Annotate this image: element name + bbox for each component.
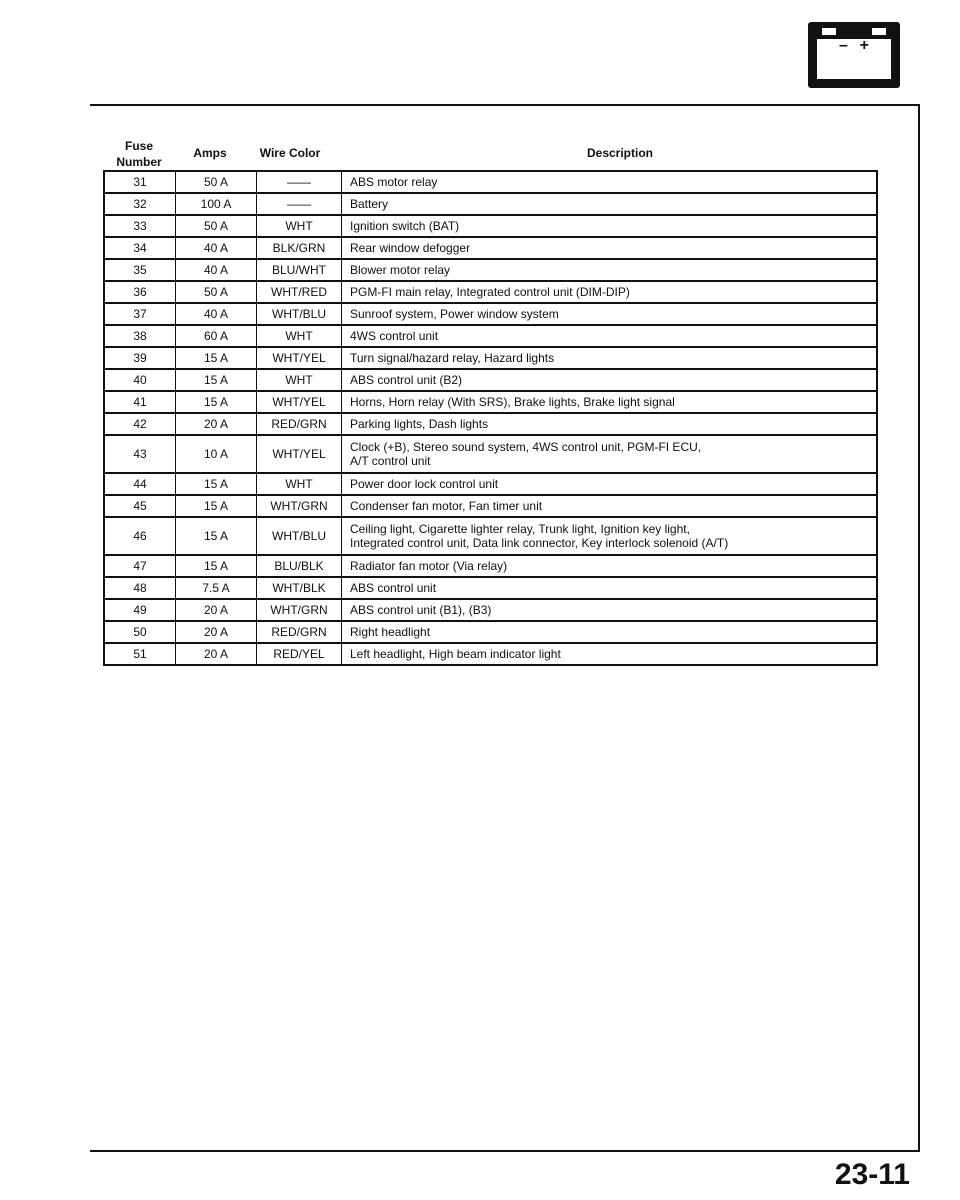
battery-terminal-right <box>872 28 886 35</box>
wire-color-cell: WHT/YEL <box>257 391 342 413</box>
battery-terminal-left <box>822 28 836 35</box>
wire-color-cell: RED/GRN <box>257 413 342 435</box>
amps-cell: 60 A <box>176 325 257 347</box>
description-cell: Battery <box>342 193 878 215</box>
amps-cell: 40 A <box>176 259 257 281</box>
battery-minus-sign: – <box>839 37 848 54</box>
description-cell: Sunroof system, Power window system <box>342 303 878 325</box>
fuse-table-body <box>104 171 877 665</box>
table-row <box>104 369 877 391</box>
wire-color-cell: WHT/BLK <box>257 577 342 599</box>
wire-color-cell: RED/GRN <box>257 621 342 643</box>
table-row <box>104 303 877 325</box>
wire-color-cell: WHT <box>257 473 342 495</box>
page-rule-bottom <box>90 1150 920 1152</box>
description-cell: Ignition switch (BAT) <box>342 215 878 237</box>
fuse-number-cell: 31 <box>104 171 176 193</box>
table-row <box>104 621 877 643</box>
amps-cell: 50 A <box>176 281 257 303</box>
table-row <box>104 237 877 259</box>
fuse-number-cell: 32 <box>104 193 176 215</box>
description-cell: Power door lock control unit <box>342 473 878 495</box>
description-cell: Left headlight, High beam indicator light <box>342 643 878 665</box>
amps-cell: 20 A <box>176 599 257 621</box>
page-number: 23-11 <box>834 1158 910 1191</box>
description-cell: Turn signal/hazard relay, Hazard lights <box>342 347 878 369</box>
fuse-number-cell: 47 <box>104 555 176 577</box>
description-cell: 4WS control unit <box>342 325 878 347</box>
table-row <box>104 281 877 303</box>
amps-cell: 20 A <box>176 413 257 435</box>
amps-cell: 50 A <box>176 215 257 237</box>
amps-cell: 15 A <box>176 495 257 517</box>
description-cell: Parking lights, Dash lights <box>342 413 878 435</box>
amps-cell: 10 A <box>176 435 257 473</box>
fuse-number-cell: 45 <box>104 495 176 517</box>
fuse-number-cell: 34 <box>104 237 176 259</box>
amps-cell: 15 A <box>176 369 257 391</box>
description-cell: Blower motor relay <box>342 259 878 281</box>
wire-color-cell: WHT <box>257 369 342 391</box>
fuse-number-cell: 38 <box>104 325 176 347</box>
wire-color-cell: BLU/BLK <box>257 555 342 577</box>
wire-color-cell: RED/YEL <box>257 643 342 665</box>
fuse-number-cell: 33 <box>104 215 176 237</box>
table-row <box>104 193 877 215</box>
wire-color-cell: WHT/BLU <box>257 517 342 555</box>
description-cell: Ceiling light, Cigarette lighter relay, Trunk light, Ignition key light, Integrated control unit, Data link connector, Key interlock solenoid (A/T) <box>342 517 878 555</box>
battery-body <box>817 39 891 79</box>
amps-cell: 50 A <box>176 171 257 193</box>
amps-cell: 15 A <box>176 391 257 413</box>
description-cell: Clock (+B), Stereo sound system, 4WS control unit, PGM-FI ECU, A/T control unit <box>342 435 878 473</box>
table-row <box>104 171 877 193</box>
fuse-number-cell: 49 <box>104 599 176 621</box>
description-cell: ABS control unit (B1), (B3) <box>342 599 878 621</box>
fuse-number-cell: 48 <box>104 577 176 599</box>
amps-cell: 100 A <box>176 193 257 215</box>
description-cell: PGM-FI main relay, Integrated control unit (DIM-DIP) <box>342 281 878 303</box>
fuse-number-cell: 44 <box>104 473 176 495</box>
table-row <box>104 495 877 517</box>
page-rule-right <box>918 104 920 1152</box>
table-row <box>104 413 877 435</box>
table-row <box>104 599 877 621</box>
wire-color-cell: WHT/GRN <box>257 599 342 621</box>
wire-color-cell: BLU/WHT <box>257 259 342 281</box>
amps-cell: 20 A <box>176 643 257 665</box>
description-cell: Right headlight <box>342 621 878 643</box>
wire-color-cell: WHT/RED <box>257 281 342 303</box>
description-cell: ABS control unit (B2) <box>342 369 878 391</box>
fuse-number-cell: 35 <box>104 259 176 281</box>
wire-color-cell: —— <box>257 171 342 193</box>
amps-cell: 20 A <box>176 621 257 643</box>
fuse-number-cell: 46 <box>104 517 176 555</box>
amps-cell: 40 A <box>176 303 257 325</box>
header-wire-color: Wire Color <box>259 146 321 160</box>
battery-icon <box>808 22 900 88</box>
table-row <box>104 325 877 347</box>
table-row <box>104 643 877 665</box>
fuse-number-cell: 42 <box>104 413 176 435</box>
description-cell: ABS motor relay <box>342 171 878 193</box>
amps-cell: 7.5 A <box>176 577 257 599</box>
table-row <box>104 435 877 473</box>
wire-color-cell: BLK/GRN <box>257 237 342 259</box>
fuse-number-cell: 39 <box>104 347 176 369</box>
amps-cell: 15 A <box>176 517 257 555</box>
table-row <box>104 259 877 281</box>
fuse-number-cell: 36 <box>104 281 176 303</box>
description-cell: Rear window defogger <box>342 237 878 259</box>
battery-plus-sign: + <box>859 37 869 54</box>
fuse-number-cell: 51 <box>104 643 176 665</box>
wire-color-cell: WHT/GRN <box>257 495 342 517</box>
page-rule-top <box>90 104 920 106</box>
table-row <box>104 215 877 237</box>
wire-color-cell: WHT/YEL <box>257 435 342 473</box>
fuse-table <box>103 170 878 666</box>
wire-color-cell: WHT <box>257 215 342 237</box>
table-row <box>104 347 877 369</box>
fuse-number-cell: 41 <box>104 391 176 413</box>
table-row <box>104 391 877 413</box>
wire-color-cell: —— <box>257 193 342 215</box>
table-row <box>104 577 877 599</box>
amps-cell: 15 A <box>176 555 257 577</box>
header-amps: Amps <box>193 146 227 160</box>
header-description: Description <box>586 146 653 160</box>
fuse-number-cell: 40 <box>104 369 176 391</box>
amps-cell: 15 A <box>176 473 257 495</box>
wire-color-cell: WHT/BLU <box>257 303 342 325</box>
description-cell: Radiator fan motor (Via relay) <box>342 555 878 577</box>
fuse-number-cell: 50 <box>104 621 176 643</box>
description-cell: Horns, Horn relay (With SRS), Brake lights, Brake light signal <box>342 391 878 413</box>
table-row <box>104 555 877 577</box>
header-fuse-number: Fuse Number <box>116 139 162 169</box>
fuse-number-cell: 43 <box>104 435 176 473</box>
fuse-number-cell: 37 <box>104 303 176 325</box>
amps-cell: 40 A <box>176 237 257 259</box>
amps-cell: 15 A <box>176 347 257 369</box>
description-cell: Condenser fan motor, Fan timer unit <box>342 495 878 517</box>
description-cell: ABS control unit <box>342 577 878 599</box>
table-row <box>104 473 877 495</box>
table-row <box>104 517 877 555</box>
wire-color-cell: WHT/YEL <box>257 347 342 369</box>
wire-color-cell: WHT <box>257 325 342 347</box>
